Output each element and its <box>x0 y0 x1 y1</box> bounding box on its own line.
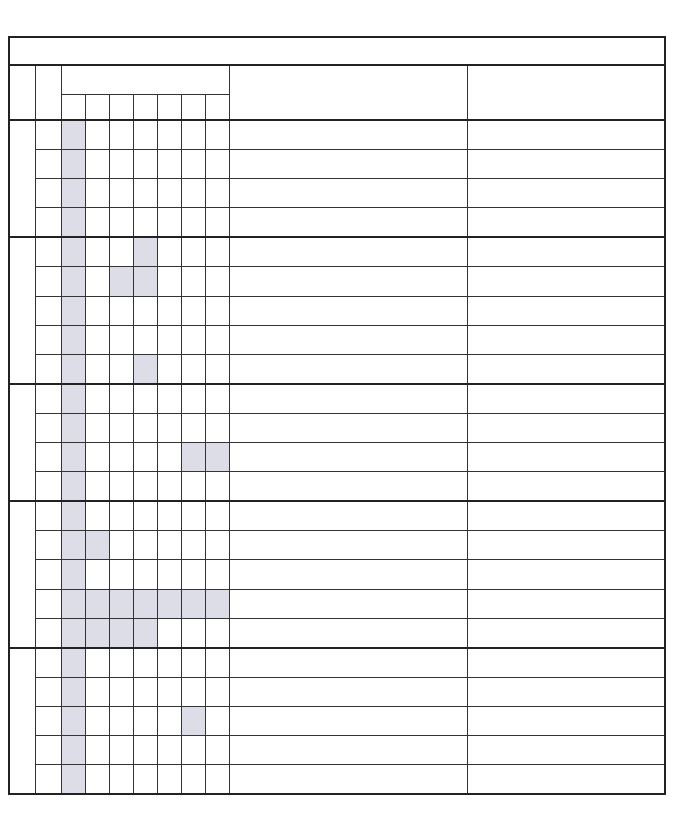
week-number <box>35 472 61 502</box>
day-cell <box>85 677 109 706</box>
day-cell <box>109 706 133 735</box>
week-number <box>35 618 61 648</box>
week-number <box>35 765 61 795</box>
day-cell <box>133 677 157 706</box>
day-cell <box>85 325 109 354</box>
day-cell <box>85 472 109 502</box>
weekday-header-4 <box>157 95 181 121</box>
day-cell <box>109 765 133 795</box>
holiday-cell <box>229 472 467 502</box>
day-cell <box>205 354 229 384</box>
day-cell <box>109 589 133 618</box>
day-cell <box>85 150 109 179</box>
day-cell <box>205 384 229 414</box>
day-cell <box>157 618 181 648</box>
week-number <box>35 354 61 384</box>
day-cell <box>181 208 205 238</box>
day-cell <box>85 560 109 589</box>
holiday-cell <box>229 267 467 296</box>
day-cell <box>61 384 85 414</box>
week-row <box>9 706 665 735</box>
week-number <box>35 179 61 208</box>
day-cell <box>205 677 229 706</box>
day-cell <box>61 589 85 618</box>
day-cell <box>133 325 157 354</box>
holiday-cell <box>229 413 467 442</box>
day-cell <box>61 296 85 325</box>
activity-cell <box>467 296 665 325</box>
day-cell <box>61 237 85 267</box>
day-cell <box>181 560 205 589</box>
day-cell <box>133 472 157 502</box>
day-cell <box>109 208 133 238</box>
day-cell <box>205 267 229 296</box>
day-cell <box>157 706 181 735</box>
day-cell <box>61 648 85 678</box>
week-number <box>35 296 61 325</box>
day-cell <box>157 501 181 531</box>
holiday-cell <box>229 443 467 472</box>
day-cell <box>133 237 157 267</box>
day-cell <box>85 618 109 648</box>
activity-cell <box>467 208 665 238</box>
day-cell <box>85 296 109 325</box>
week-row <box>9 237 665 267</box>
month-label <box>9 648 35 794</box>
week-number <box>35 325 61 354</box>
day-cell <box>109 618 133 648</box>
week-number <box>35 384 61 414</box>
week-row <box>9 589 665 618</box>
day-cell <box>133 384 157 414</box>
week-number <box>35 648 61 678</box>
header-activity <box>467 65 665 120</box>
day-cell <box>61 179 85 208</box>
day-cell <box>157 150 181 179</box>
day-cell <box>61 325 85 354</box>
day-cell <box>109 677 133 706</box>
activity-cell <box>467 735 665 764</box>
header-week <box>35 65 61 120</box>
activity-cell <box>467 765 665 795</box>
day-cell <box>205 150 229 179</box>
week-number <box>35 501 61 531</box>
weekday-header-0 <box>61 95 85 121</box>
day-cell <box>157 531 181 560</box>
day-cell <box>109 648 133 678</box>
week-row <box>9 472 665 502</box>
day-cell <box>157 735 181 764</box>
day-cell <box>157 560 181 589</box>
week-number <box>35 531 61 560</box>
day-cell <box>205 648 229 678</box>
day-cell <box>181 501 205 531</box>
calendar-title <box>9 37 665 65</box>
day-cell <box>181 384 205 414</box>
day-cell <box>181 296 205 325</box>
day-cell <box>133 618 157 648</box>
day-cell <box>181 648 205 678</box>
day-cell <box>85 267 109 296</box>
activity-cell <box>467 706 665 735</box>
day-cell <box>61 267 85 296</box>
day-cell <box>61 120 85 150</box>
activity-cell <box>467 354 665 384</box>
holiday-cell <box>229 560 467 589</box>
week-number <box>35 589 61 618</box>
day-cell <box>133 531 157 560</box>
week-number <box>35 237 61 267</box>
day-cell <box>133 706 157 735</box>
week-row <box>9 384 665 414</box>
day-cell <box>157 120 181 150</box>
day-cell <box>205 589 229 618</box>
holiday-cell <box>229 648 467 678</box>
week-number <box>35 560 61 589</box>
day-cell <box>157 325 181 354</box>
week-number <box>35 267 61 296</box>
weekday-header-3 <box>133 95 157 121</box>
day-cell <box>85 179 109 208</box>
day-cell <box>85 765 109 795</box>
holiday-cell <box>229 179 467 208</box>
week-row <box>9 179 665 208</box>
week-row <box>9 413 665 442</box>
day-cell <box>109 501 133 531</box>
day-cell <box>181 443 205 472</box>
day-cell <box>181 325 205 354</box>
day-cell <box>157 765 181 795</box>
week-number <box>35 706 61 735</box>
activity-cell <box>467 120 665 150</box>
holiday-cell <box>229 208 467 238</box>
week-number <box>35 735 61 764</box>
holiday-cell <box>229 354 467 384</box>
day-cell <box>157 384 181 414</box>
day-cell <box>109 735 133 764</box>
weekday-header-5 <box>181 95 205 121</box>
day-cell <box>133 443 157 472</box>
day-cell <box>133 267 157 296</box>
day-cell <box>133 589 157 618</box>
day-cell <box>85 354 109 384</box>
day-cell <box>181 179 205 208</box>
day-cell <box>109 120 133 150</box>
day-cell <box>205 120 229 150</box>
day-cell <box>109 443 133 472</box>
day-cell <box>61 765 85 795</box>
day-cell <box>133 501 157 531</box>
week-row <box>9 677 665 706</box>
day-cell <box>109 413 133 442</box>
header-month <box>9 65 35 120</box>
day-cell <box>181 354 205 384</box>
week-row <box>9 501 665 531</box>
header-holiday <box>229 65 467 120</box>
day-cell <box>181 735 205 764</box>
day-cell <box>61 443 85 472</box>
day-cell <box>133 179 157 208</box>
activity-cell <box>467 618 665 648</box>
activity-cell <box>467 179 665 208</box>
day-cell <box>109 472 133 502</box>
week-number <box>35 120 61 150</box>
day-cell <box>205 765 229 795</box>
day-cell <box>181 267 205 296</box>
day-cell <box>109 354 133 384</box>
activity-cell <box>467 413 665 442</box>
activity-cell <box>467 384 665 414</box>
day-cell <box>157 589 181 618</box>
day-cell <box>61 735 85 764</box>
day-cell <box>61 208 85 238</box>
day-cell <box>205 618 229 648</box>
day-cell <box>61 706 85 735</box>
holiday-cell <box>229 325 467 354</box>
day-cell <box>85 120 109 150</box>
activity-cell <box>467 443 665 472</box>
week-number <box>35 208 61 238</box>
week-row <box>9 296 665 325</box>
day-cell <box>133 765 157 795</box>
day-cell <box>109 296 133 325</box>
day-cell <box>181 765 205 795</box>
week-row <box>9 560 665 589</box>
week-row <box>9 735 665 764</box>
page-title <box>0 0 675 34</box>
holiday-cell <box>229 589 467 618</box>
day-cell <box>61 618 85 648</box>
day-cell <box>181 472 205 502</box>
day-cell <box>157 443 181 472</box>
day-cell <box>61 472 85 502</box>
day-cell <box>157 413 181 442</box>
day-cell <box>61 501 85 531</box>
day-cell <box>205 208 229 238</box>
day-cell <box>133 648 157 678</box>
day-cell <box>181 706 205 735</box>
holiday-cell <box>229 618 467 648</box>
day-cell <box>85 384 109 414</box>
week-row <box>9 765 665 795</box>
activity-cell <box>467 472 665 502</box>
day-cell <box>109 560 133 589</box>
day-cell <box>205 413 229 442</box>
day-cell <box>205 443 229 472</box>
week-number <box>35 677 61 706</box>
day-cell <box>181 531 205 560</box>
day-cell <box>85 648 109 678</box>
week-number <box>35 443 61 472</box>
day-cell <box>205 735 229 764</box>
day-cell <box>85 589 109 618</box>
holiday-cell <box>229 531 467 560</box>
school-calendar-table <box>8 36 666 795</box>
day-cell <box>109 150 133 179</box>
day-cell <box>181 237 205 267</box>
holiday-cell <box>229 120 467 150</box>
week-row <box>9 443 665 472</box>
day-cell <box>205 560 229 589</box>
day-cell <box>181 413 205 442</box>
day-cell <box>205 237 229 267</box>
day-cell <box>181 618 205 648</box>
day-cell <box>109 179 133 208</box>
weekday-header-1 <box>85 95 109 121</box>
day-cell <box>61 677 85 706</box>
day-cell <box>85 501 109 531</box>
day-cell <box>61 560 85 589</box>
day-cell <box>109 237 133 267</box>
day-cell <box>85 413 109 442</box>
holiday-cell <box>229 677 467 706</box>
holiday-cell <box>229 296 467 325</box>
week-row <box>9 120 665 150</box>
day-cell <box>85 237 109 267</box>
day-cell <box>85 443 109 472</box>
day-cell <box>205 531 229 560</box>
day-cell <box>61 354 85 384</box>
day-cell <box>157 354 181 384</box>
day-cell <box>157 267 181 296</box>
day-cell <box>157 472 181 502</box>
week-row <box>9 208 665 238</box>
day-cell <box>133 120 157 150</box>
week-number <box>35 150 61 179</box>
day-cell <box>157 677 181 706</box>
day-cell <box>157 208 181 238</box>
day-cell <box>205 706 229 735</box>
day-cell <box>181 150 205 179</box>
day-cell <box>61 531 85 560</box>
day-cell <box>157 648 181 678</box>
day-cell <box>205 325 229 354</box>
month-label <box>9 501 35 647</box>
holiday-cell <box>229 237 467 267</box>
day-cell <box>133 296 157 325</box>
day-cell <box>181 589 205 618</box>
weekday-header-6 <box>205 95 229 121</box>
month-label <box>9 120 35 237</box>
day-cell <box>85 735 109 764</box>
activity-cell <box>467 677 665 706</box>
day-cell <box>133 413 157 442</box>
day-cell <box>181 677 205 706</box>
activity-cell <box>467 237 665 267</box>
week-row <box>9 150 665 179</box>
activity-cell <box>467 501 665 531</box>
activity-cell <box>467 267 665 296</box>
holiday-cell <box>229 735 467 764</box>
week-row <box>9 618 665 648</box>
day-cell <box>205 501 229 531</box>
week-row <box>9 531 665 560</box>
day-cell <box>133 150 157 179</box>
day-cell <box>181 120 205 150</box>
day-cell <box>133 354 157 384</box>
day-cell <box>85 208 109 238</box>
header-weekday-group <box>61 65 229 95</box>
activity-cell <box>467 589 665 618</box>
holiday-cell <box>229 765 467 795</box>
activity-cell <box>467 648 665 678</box>
day-cell <box>157 179 181 208</box>
weekday-header-2 <box>109 95 133 121</box>
day-cell <box>109 267 133 296</box>
activity-cell <box>467 531 665 560</box>
day-cell <box>109 325 133 354</box>
day-cell <box>157 237 181 267</box>
day-cell <box>133 735 157 764</box>
holiday-cell <box>229 501 467 531</box>
day-cell <box>157 296 181 325</box>
week-row <box>9 267 665 296</box>
day-cell <box>109 384 133 414</box>
day-cell <box>85 706 109 735</box>
day-cell <box>61 413 85 442</box>
week-number <box>35 413 61 442</box>
day-cell <box>205 179 229 208</box>
holiday-cell <box>229 706 467 735</box>
day-cell <box>109 531 133 560</box>
day-cell <box>133 560 157 589</box>
month-label <box>9 384 35 501</box>
month-label <box>9 237 35 383</box>
activity-cell <box>467 560 665 589</box>
activity-cell <box>467 325 665 354</box>
activity-cell <box>467 150 665 179</box>
holiday-cell <box>229 150 467 179</box>
day-cell <box>205 472 229 502</box>
day-cell <box>85 531 109 560</box>
week-row <box>9 354 665 384</box>
day-cell <box>133 208 157 238</box>
day-cell <box>61 150 85 179</box>
week-row <box>9 325 665 354</box>
holiday-cell <box>229 384 467 414</box>
day-cell <box>205 296 229 325</box>
week-row <box>9 648 665 678</box>
